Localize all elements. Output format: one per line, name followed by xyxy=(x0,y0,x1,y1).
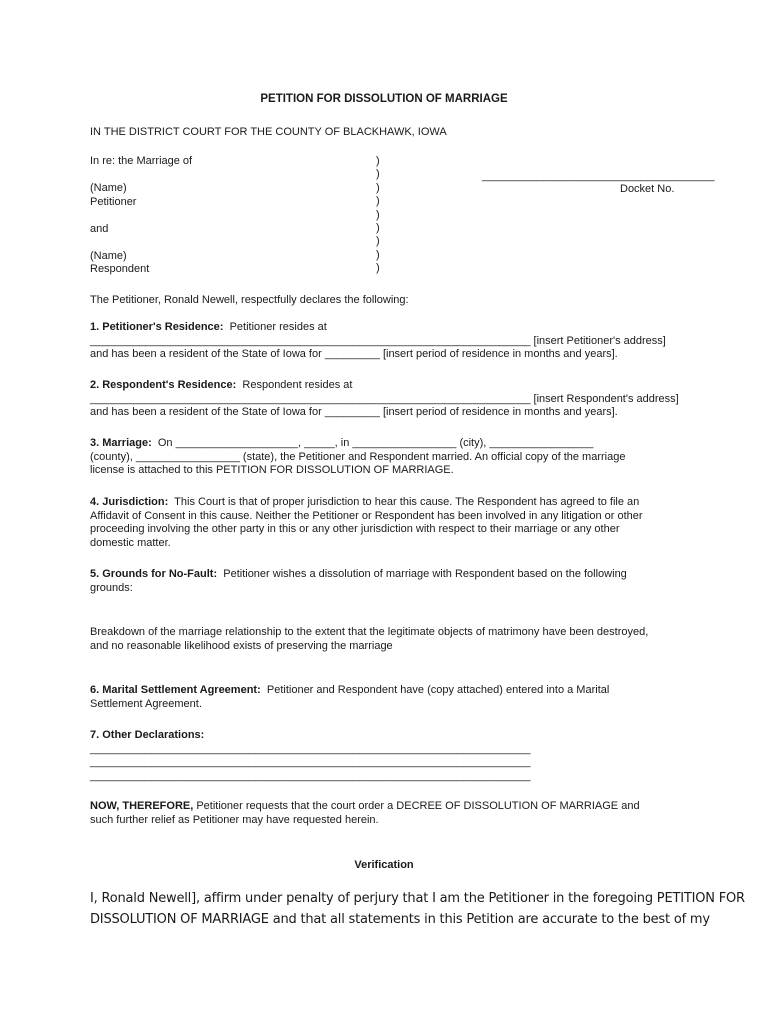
blank-line: ________________________________________________________________________ xyxy=(90,769,531,782)
caption-respondent: Respondent xyxy=(90,263,150,275)
section-grounds: 5. Grounds for No-Fault: Petitioner wishes a dissolution of marriage with Respondent based on the following grounds: xyxy=(90,568,627,594)
caption-petitioner: Petitioner xyxy=(90,196,137,208)
section-jurisdiction: 4. Jurisdiction: This Court is that of proper jurisdiction to hear this cause. The Respondent has agreed to file an Affidavit of Consent in this cause. Neither the Petitioner or Respondent has been involved in any litigation or other proceeding involving the other party in this or any other jurisdiction with respect to their marriage or any other domestic matter. xyxy=(90,496,643,549)
section-heading: 1. Petitioner's Residence: xyxy=(90,321,224,333)
caption-bracket-column: ) ) ) ) ) ) ) ) ) xyxy=(376,155,380,275)
section-heading: 7. Other Declarations: xyxy=(90,729,205,741)
intro-statement: The Petitioner, Ronald Newell, respectfully declares the following: xyxy=(90,294,409,306)
section-heading: 5. Grounds for No-Fault: xyxy=(90,568,218,580)
section-heading: 3. Marriage: xyxy=(90,437,152,449)
caption-and: and xyxy=(90,223,109,235)
caption-name-1: (Name) xyxy=(90,182,127,194)
blank-line: ________________________________________________________________________ xyxy=(90,756,531,769)
docket-number-label: Docket No. xyxy=(620,183,675,195)
document-title: PETITION FOR DISSOLUTION OF MARRIAGE xyxy=(260,93,508,105)
section-heading: 2. Respondent's Residence: xyxy=(90,379,237,391)
court-line: IN THE DISTRICT COURT FOR THE COUNTY OF BLACKHAWK, IOWA xyxy=(90,126,447,138)
blank-line: ________________________________________________________________________ xyxy=(90,742,531,755)
section-marriage: 3. Marriage: On ____________________, _____, in _________________ (city), _________________ (county), _________________ (state), the Petitioner and Respondent married. An official copy of the marriage license is attached to this PETITION FOR DISSOLUTION OF MARRIAGE. xyxy=(90,437,626,477)
caption-in-re: In re: the Marriage of xyxy=(90,155,193,167)
grounds-statement: Breakdown of the marriage relationship to the extent that the legitimate objects of matrimony have been destroyed, and no reasonable likelihood exists of preserving the marriage xyxy=(90,626,649,652)
section-respondent-residence: 2. Respondent's Residence: Respondent resides at ________________________________________________________________________ [insert Respondent's address] and has been a resident of the State of Iowa for _________ [insert period of residence in months and years]. xyxy=(90,379,679,419)
section-settlement-agreement: 6. Marital Settlement Agreement: Petitioner and Respondent have (copy attached) entered into a Marital Settlement Agreement. xyxy=(90,684,610,710)
section-other-declarations xyxy=(90,729,690,783)
relief-request: NOW, THEREFORE, Petitioner requests that the court order a DECREE OF DISSOLUTION OF MARRIAGE and such further relief as Petitioner may have requested herein. xyxy=(90,800,640,826)
docket-number-line: ______________________________________ xyxy=(482,170,715,182)
section-heading: 6. Marital Settlement Agreement: xyxy=(90,684,261,696)
section-petitioner-residence: 1. Petitioner's Residence: Petitioner resides at ________________________________________________________________________ [insert Petitioner's address] and has been a resident of the State of Iowa for _________ [insert period of residence in months and years]. xyxy=(90,321,666,361)
verification-statement: I, Ronald Newell], affirm under penalty of perjury that I am the Petitioner in the foregoing PETITION FOR DISSOLUTION OF MARRIAGE and that all statements in this Petition are accurate to the best of my xyxy=(90,891,745,927)
caption-name-2: (Name) xyxy=(90,250,127,262)
verification-heading: Verification xyxy=(354,859,414,871)
section-heading: 4. Jurisdiction: xyxy=(90,496,169,508)
